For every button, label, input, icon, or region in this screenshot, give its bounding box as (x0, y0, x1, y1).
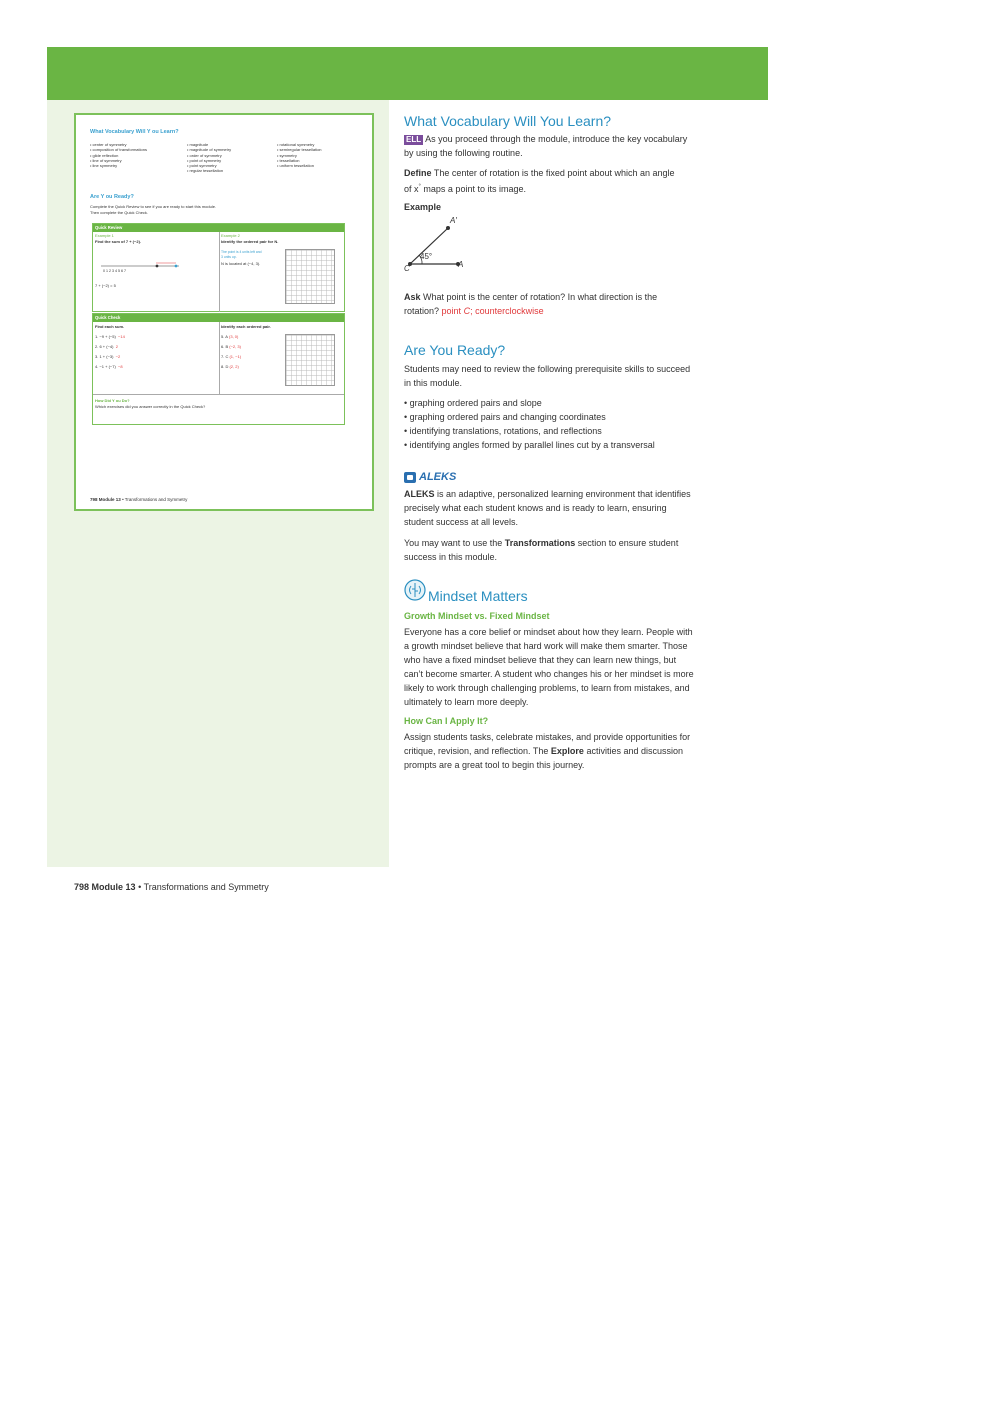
qc-item: 1. −9 + (−5) −14 (95, 334, 125, 339)
footer-module: Module 13 (91, 882, 136, 892)
skill-item: • graphing ordered pairs and slope (404, 398, 542, 408)
vocab-term: • line symmetry (90, 163, 118, 169)
vocab-term: • point symmetry (187, 163, 217, 169)
aleks-logo (404, 471, 456, 483)
qc-left-prompt: Find each sum. (95, 324, 125, 329)
divider (93, 394, 344, 395)
quick-review-header: Quick Review (93, 224, 344, 232)
divider (219, 322, 220, 394)
thumb-footer: 798 Module 13 • Transformations and Symmetry (90, 497, 188, 502)
example1-prompt: Find the sum of 7 + (−2). (95, 239, 142, 244)
vocab-term: • magnitude (187, 142, 209, 147)
growth-subheading: Growth Mindset vs. Fixed Mindset (404, 611, 550, 621)
qc-item: 4. −1 + (−7) −8 (95, 364, 123, 369)
aleks-wordmark: ALEKS (419, 471, 457, 483)
quick-check-header: Quick Check (93, 314, 344, 322)
define-text: Define The center of rotation is the fixed point about which an angle of x° maps a point to its image. (404, 168, 675, 194)
vocab-term: • center of symmetry (90, 142, 127, 147)
label-a: A (458, 260, 464, 269)
coordinate-grid (285, 249, 335, 304)
ask-text: Ask What point is the center of rotation? In what direction is the rotation? point C; counterclockwise (404, 292, 658, 316)
skill-item: • identifying angles formed by parallel lines cut by a transversal (404, 440, 655, 450)
divider (219, 232, 220, 312)
text-line: ultimately to learn more deeply. (404, 697, 529, 707)
label-angle: 45° (420, 252, 433, 261)
qc-pair: 7. C (1, −1) (221, 354, 242, 359)
ready-text: Students may need to review the following prerequisite skills to succeed in this module. (404, 364, 691, 388)
student-page-thumbnail (74, 113, 374, 511)
vocab-term: • regular tessellation (187, 168, 224, 174)
howdid-text: Which exercises did you answer correctly in the Quick Check? (95, 404, 206, 409)
page-number: 798 (74, 882, 90, 892)
example1-answer: 7 + (−2) = 5 (95, 283, 116, 288)
brain-icon (404, 579, 426, 601)
vocab-term: • line of symmetry (90, 157, 122, 163)
thumb-ready-title: Are Y ou Ready? (90, 194, 134, 200)
text-line: likely to work through challenging problems, to learn from mistakes, and (404, 683, 690, 693)
aleks-text: ALEKS is an adaptive, personalized learning environment that identifies precisely what each student knows and is ready to learn, ensuring student success at all levels. (404, 489, 691, 527)
page-footer (74, 882, 269, 892)
vocab-heading: What Vocabulary Will You Learn? (404, 113, 612, 129)
howdid-title: How Did Y ou Do? (95, 398, 130, 403)
ell-badge: ELL (406, 135, 422, 144)
vocab-intro: ELL As you proceed through the module, introduce the key vocabulary by using the following routine. (404, 134, 688, 158)
footer-title: • Transformations and Symmetry (138, 882, 269, 892)
vocab-term: • glide reflection (90, 152, 119, 158)
vocab-term: • symmetry (277, 152, 297, 158)
vocab-term: • magnitude of symmetry (187, 147, 232, 153)
qc-item: 3. 1 + (−3) −2 (95, 354, 121, 359)
coordinate-grid (285, 334, 335, 386)
skill-item: • graphing ordered pairs and changing coordinates (404, 412, 606, 422)
aleks-icon (404, 472, 416, 483)
qc-pair: 6. B (−2, 3) (221, 344, 241, 349)
header-banner (47, 47, 768, 100)
label-a-prime: A′ (450, 216, 457, 225)
thumb-ready-line2: Then complete the Quick Check. (90, 210, 149, 215)
qc-item: 2. 6 + (−4) 2 (95, 344, 118, 349)
text-line: a growth mindset believe that hard work will make them smarter. Those (404, 641, 688, 651)
ready-heading: Are You Ready? (404, 342, 506, 358)
apply-text: Assign students tasks, celebrate mistakes, and provide opportunities for critique, revision, and reflection. The Explore activities and discussion prompts are a great tool to begin this journey. (404, 732, 691, 770)
mindset-heading: Mindset Matters (428, 588, 528, 604)
vocab-term: • point of symmetry (187, 157, 222, 163)
vocab-term: • rotational symmetry (277, 142, 315, 147)
number-line-ticks: 0 1 2 3 4 5 6 7 (103, 269, 126, 273)
qc-pair: 8. D (2, 2) (221, 364, 239, 369)
qc-pair: 5. A (3, 0) (221, 334, 239, 339)
label-c: C (404, 264, 410, 273)
vocab-term: • tessellation (277, 157, 300, 163)
thumb-vocab-col2 (187, 142, 231, 174)
example1-label: Example 1 (95, 233, 114, 238)
quick-check-box (92, 313, 345, 425)
qc-right-prompt: Identify each ordered pair. (221, 324, 271, 329)
example2-note2: 3 units up. (221, 255, 237, 259)
vocab-term: • composition of transformations (90, 147, 147, 153)
growth-text (404, 625, 704, 709)
example2-answer: N is located at (−4, 3). (221, 261, 261, 266)
thumb-vocab-col3 (277, 142, 322, 168)
skill-item: • identifying translations, rotations, and reflections (404, 426, 602, 436)
thumb-vocab-title: What Vocabulary Will Y ou Learn? (90, 129, 179, 135)
apply-subheading: How Can I Apply It? (404, 716, 489, 726)
example2-note1: The point is 4 units left and (221, 250, 262, 254)
thumb-ready-line1: Complete the Quick Review to see if you are ready to start this module. (90, 204, 217, 209)
skills-list (404, 396, 704, 452)
text-line: Everyone has a core belief or mindset about how they learn. People with (404, 627, 693, 637)
text-line: who have a fixed mindset believe that they can learn new things, but (404, 655, 677, 665)
vocab-term: • semiregular tessellation (277, 147, 322, 153)
text-line: can’t become smarter. A student who changes his or her mindset is more (404, 669, 694, 679)
quick-review-box (92, 223, 345, 312)
thumb-vocab-col1 (90, 142, 147, 168)
example2-prompt: Identify the ordered pair for N. (221, 239, 279, 244)
example2-label: Example 2 (221, 233, 240, 238)
example-label: Example (404, 202, 442, 212)
vocab-term: • order of symmetry (187, 152, 222, 158)
transformations-text: You may want to use the Transformations section to ensure student success in this module. (404, 538, 679, 562)
vocab-term: • uniform tessellation (277, 163, 314, 169)
